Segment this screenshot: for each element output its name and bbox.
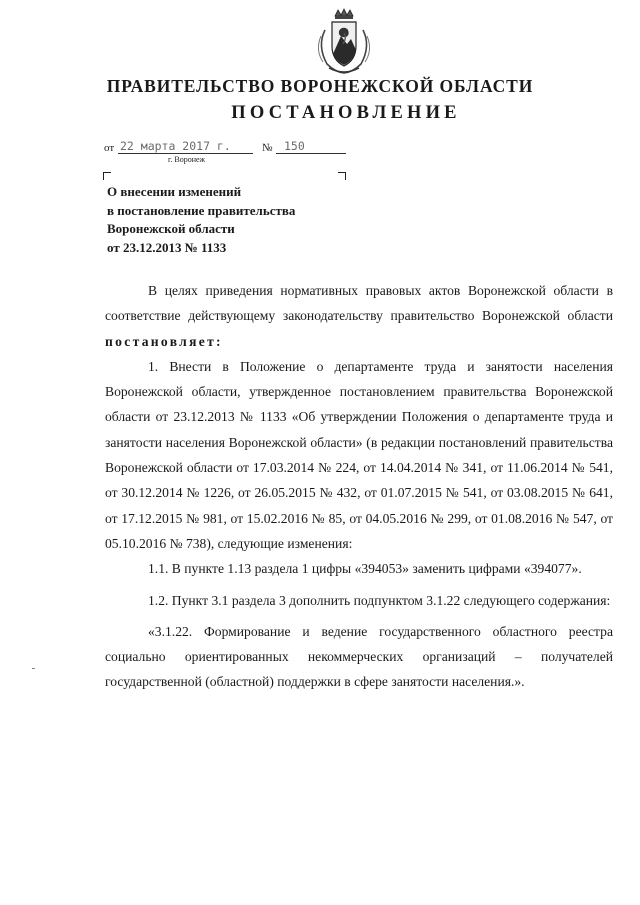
number-value: 150: [284, 139, 305, 153]
city-label: г. Воронеж: [168, 155, 206, 164]
preamble-paragraph: [105, 278, 613, 354]
subject-bracket-right: [338, 172, 346, 180]
margin-mark: [32, 668, 35, 669]
preamble-text: В целях приведения нормативных правовых актов Воронежской области в соответствие действующему законодательству правительство Воронежской области: [105, 283, 613, 324]
quoted-amendment: «3.1.22. Формирование и ведение государственного областного реестра социально ориентированных некоммерческих организаций – получателей государственной (областной) поддержки в сфере занятости населения.».: [105, 623, 613, 690]
item-1-2-paragraph: 1.2. Пункт 3.1 раздела 3 дополнить подпунктом 3.1.22 следующего содержания:: [148, 592, 611, 608]
government-name: ПРАВИТЕЛЬСТВО ВОРОНЕЖСКОЙ ОБЛАСТИ: [106, 76, 534, 96]
number-prefix: №: [262, 142, 273, 154]
date-prefix: от: [104, 142, 115, 154]
registration-line: [104, 139, 364, 155]
date-value: 22 марта 2017 г.: [120, 139, 231, 153]
subject-line: О внесении изменений: [107, 184, 242, 199]
item-1-1-paragraph: 1.1. В пункте 1.13 раздела 1 цифры «394053» заменить цифрами «394077».: [148, 561, 582, 577]
date-underline: [118, 153, 253, 154]
subject-bracket-left: [103, 172, 111, 180]
subject-line: в постановление правительства: [107, 202, 296, 218]
voronezh-coat-of-arms-icon: [311, 6, 377, 76]
document-type: ПОСТАНОВЛЕНИЕ: [231, 103, 461, 123]
decree-keyword: постановляет:: [105, 333, 223, 349]
subject-line: от 23.12.2013 № 1133: [107, 239, 227, 255]
subject-block: [107, 183, 295, 257]
number-underline: [276, 153, 346, 154]
item-1-paragraph: 1. Внести в Положение о департаменте труда и занятости населения Воронежской области, утвержденное постановлением правительства Воронежской области от 23.12.2013 № 1133 «Об утверждении Положения о департаменте труда и занятости населения Воронежской области» (в редакции постановлений правительства Воронежской области от 17.03.2014 № 224, от 14.04.2014 № 341, от 11.06.2014 № 541, от 30.12.2014 № 1226, от 26.05.2015 № 432, от 01.07.2015 № 541, от 03.08.2015 № 641, от 17.12.2015 № 981, от 15.02.2016 № 85, от 04.05.2016 № 299, от 01.08.2016 № 547, от 05.10.2016 № 738), следующие изменения:: [105, 358, 613, 551]
subject-line: Воронежской области: [107, 221, 235, 236]
document-body: [105, 278, 613, 695]
